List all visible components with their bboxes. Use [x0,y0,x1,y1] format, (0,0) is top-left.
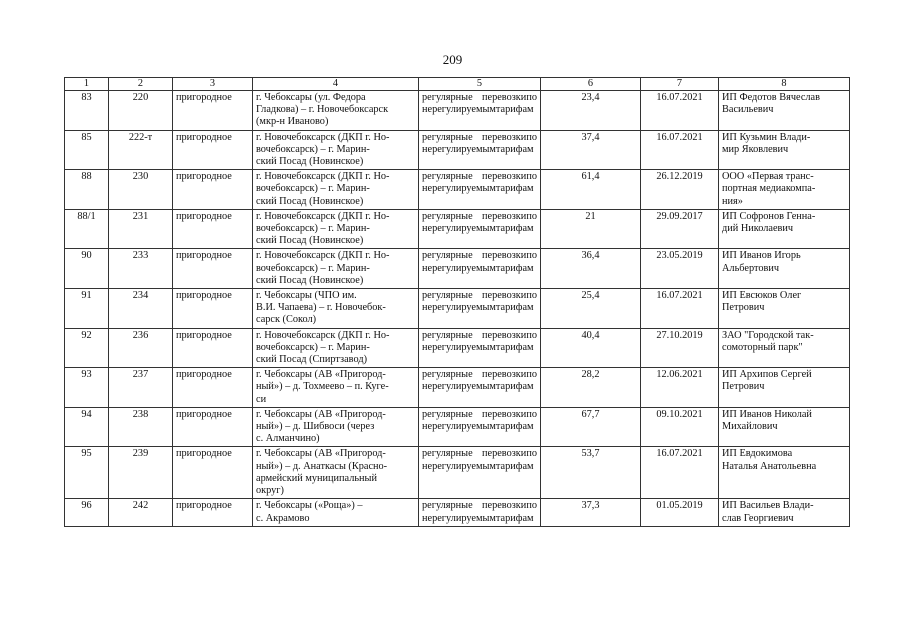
route-length-cell: 53,7 [541,447,641,499]
route-path-cell-line: вочебоксарск) – г. Марин- [256,183,370,195]
transport-mode-cell-line: регулярные перевозки [422,92,527,103]
header-cell: 4 [253,78,419,91]
route-number-cell: 238 [109,407,173,447]
row-number-cell: 91 [65,289,109,329]
transport-mode-cell [419,170,541,210]
date-cell: 01.05.2019 [641,499,719,526]
route-length-cell: 23,4 [541,91,641,131]
route-path-cell-line: ский Посад (Новинское) [256,235,364,247]
route-path-cell [253,170,419,210]
route-length-cell: 40,4 [541,328,641,368]
route-length-cell: 28,2 [541,368,641,408]
route-type-cell: пригородное [173,447,253,499]
route-path-cell-line: ский Посад (Спиртзавод) [256,354,367,366]
transport-mode-cell-line: тарифам [495,183,534,195]
carrier-cell [719,328,850,368]
route-path-cell-line: г. Новочебоксарск (ДКП г. Но- [256,131,390,143]
route-type-cell: пригородное [173,91,253,131]
transport-mode-cell [419,368,541,408]
carrier-cell-line: сомоторный парк" [722,341,803,353]
transport-mode-cell-line: по нерегулируемым [422,500,537,524]
route-type-cell: пригородное [173,499,253,526]
header-cell: 3 [173,78,253,91]
route-path-cell-line: армейский муниципальный [256,472,377,484]
route-path-cell-line: с. Акрамово [256,512,310,524]
transport-mode-cell-line: тарифам [495,381,534,393]
table-row [65,249,850,289]
page-number: 209 [442,52,463,67]
route-type-cell: пригородное [173,289,253,329]
route-type-cell: пригородное [173,368,253,408]
route-path-cell-line: (мкр-н Иваново) [256,116,329,128]
route-path-cell [253,447,419,499]
route-type-cell: пригородное [173,407,253,447]
carrier-cell-line: ния» [722,195,743,207]
carrier-cell-line: ИП Софронов Генна- [722,210,816,222]
carrier-cell-line: ИП Федотов Вячеслав [722,92,820,103]
route-number-cell: 220 [109,91,173,131]
transport-mode-cell-line: тарифам [495,302,534,314]
date-cell: 26.12.2019 [641,170,719,210]
carrier-cell-line: Васильевич [722,104,774,116]
route-path-cell-line: г. Новочебоксарск (ДКП г. Но- [256,171,390,183]
carrier-cell-line: Наталья Анатольевна [722,460,817,472]
row-number-cell: 90 [65,249,109,289]
route-length-cell: 61,4 [541,170,641,210]
route-path-cell-line: г. Чебоксары (АВ «Пригород- [256,369,386,381]
route-number-cell: 237 [109,368,173,408]
row-number-cell: 92 [65,328,109,368]
transport-mode-cell-line: тарифам [495,143,534,155]
date-cell: 23.05.2019 [641,249,719,289]
row-number-cell: 88 [65,170,109,210]
route-path-cell [253,289,419,329]
route-type-cell: пригородное [173,170,253,210]
transport-mode-cell-line: регулярные перевозки [422,131,527,143]
transport-mode-cell-line: по нерегулируемым [422,448,537,472]
route-path-cell [253,407,419,447]
carrier-cell-line: Альбертович [722,262,780,274]
transport-mode-cell [419,249,541,289]
route-path-cell-line: вочебоксарск) – г. Марин- [256,143,370,155]
route-path-cell [253,91,419,131]
transport-mode-cell-line: регулярные перевозки [422,329,527,341]
table-row [65,447,850,499]
route-path-cell-line: ный») – д. Тохмеево – п. Куге- [256,381,389,393]
carrier-cell-line: ИП Кузьмин Влади- [722,131,811,143]
route-number-cell: 234 [109,289,173,329]
transport-mode-cell-line: тарифам [495,104,534,116]
route-number-cell: 231 [109,209,173,249]
header-cell: 1 [65,78,109,91]
transport-mode-cell-line: тарифам [495,460,534,472]
route-type-cell: пригородное [173,209,253,249]
transport-mode-cell [419,499,541,526]
transport-mode-cell-line: регулярные перевозки [422,171,527,183]
row-number-cell: 88/1 [65,209,109,249]
route-length-cell: 21 [541,209,641,249]
row-number-cell: 85 [65,130,109,170]
route-path-cell-line: г. Чебоксары (ЧПО им. [256,290,357,302]
route-path-cell-line: В.И. Чапаева) – г. Новочебок- [256,302,386,314]
route-path-cell-line: ный») – д. Шибвоси (через [256,421,375,433]
route-number-cell: 236 [109,328,173,368]
table-row [65,368,850,408]
row-number-cell: 94 [65,407,109,447]
transport-mode-cell-line: регулярные перевозки [422,210,527,222]
route-path-cell-line: г. Чебоксары (АВ «Пригород- [256,408,386,420]
carrier-cell [719,499,850,526]
carrier-cell-line: ООО «Первая транс- [722,171,814,183]
route-number-cell: 239 [109,447,173,499]
table-row [65,328,850,368]
carrier-cell [719,447,850,499]
header-cell: 7 [641,78,719,91]
transport-mode-cell-line: регулярные перевозки [422,408,527,420]
transport-mode-cell-line: тарифам [495,341,534,353]
route-path-cell-line: округ) [256,485,284,497]
carrier-cell-line: Петрович [722,381,765,393]
transport-mode-cell-line: тарифам [495,223,534,235]
route-number-cell: 222-т [109,130,173,170]
date-cell: 29.09.2017 [641,209,719,249]
route-path-cell-line: ский Посад (Новинское) [256,156,364,168]
row-number-cell: 96 [65,499,109,526]
route-length-cell: 36,4 [541,249,641,289]
table-row [65,499,850,526]
carrier-cell-line: мир Яковлевич [722,143,789,155]
carrier-cell [719,407,850,447]
route-path-cell-line: г. Новочебоксарск (ДКП г. Но- [256,329,390,341]
route-length-cell: 37,4 [541,130,641,170]
row-number-cell: 93 [65,368,109,408]
transport-mode-cell-line: регулярные перевозки [422,500,527,512]
route-path-cell-line: ский Посад (Новинское) [256,195,364,207]
route-path-cell-line: си [256,393,267,405]
transport-mode-cell-line: регулярные перевозки [422,290,527,302]
carrier-cell [719,170,850,210]
transport-mode-cell [419,130,541,170]
header-cell: 6 [541,78,641,91]
transport-mode-cell-line: тарифам [495,512,534,524]
route-path-cell-line: вочебоксарск) – г. Марин- [256,223,370,235]
date-cell: 16.07.2021 [641,447,719,499]
transport-mode-cell [419,209,541,249]
carrier-cell [719,289,850,329]
route-path-cell-line: вочебоксарск) – г. Марин- [256,341,370,353]
transport-mode-cell [419,328,541,368]
table-row [65,91,850,131]
transport-mode-cell [419,91,541,131]
route-path-cell-line: с. Алманчино) [256,433,320,445]
transport-mode-cell-line: регулярные перевозки [422,250,527,262]
route-length-cell: 67,7 [541,407,641,447]
transport-mode-cell-line: тарифам [495,421,534,433]
route-number-cell: 233 [109,249,173,289]
carrier-cell [719,91,850,131]
route-path-cell-line: г. Чебоксары (ул. Федора [256,92,366,103]
table-row [65,170,850,210]
transport-mode-cell [419,447,541,499]
route-path-cell [253,249,419,289]
carrier-cell-line: ИП Васильев Влади- [722,500,814,512]
carrier-cell-line: слав Георгиевич [722,512,794,524]
transport-mode-cell-line: по нерегулируемым [422,92,537,116]
routes-table [64,77,850,527]
transport-mode-cell-line: регулярные перевозки [422,369,527,381]
route-path-cell-line: ский Посад (Новинское) [256,274,364,286]
route-type-cell: пригородное [173,249,253,289]
transport-mode-cell-line: по нерегулируемым [422,329,537,353]
row-number-cell: 83 [65,91,109,131]
date-cell: 16.07.2021 [641,289,719,329]
route-path-cell [253,328,419,368]
table-row [65,130,850,170]
route-path-cell-line: сарск (Сокол) [256,314,317,326]
carrier-cell-line: дий Николаевич [722,223,794,235]
carrier-cell-line: ИП Архипов Сергей [722,369,812,381]
route-length-cell: 25,4 [541,289,641,329]
route-path-cell-line: г. Чебоксары («Роща») – [256,500,363,512]
route-path-cell-line: ный») – д. Анаткасы (Красно- [256,460,388,472]
route-path-cell-line: Гладкова) – г. Новочебоксарск [256,104,389,116]
header-cell: 8 [719,78,850,91]
route-number-cell: 242 [109,499,173,526]
carrier-cell-line: ИП Иванов Игорь [722,250,801,262]
transport-mode-cell [419,407,541,447]
table-row [65,407,850,447]
route-path-cell-line: г. Новочебоксарск (ДКП г. Но- [256,250,390,262]
row-number-cell: 95 [65,447,109,499]
transport-mode-cell-line: по нерегулируемым [422,131,537,155]
header-cell: 5 [419,78,541,91]
date-cell: 16.07.2021 [641,130,719,170]
transport-mode-cell-line: по нерегулируемым [422,369,537,393]
transport-mode-cell [419,289,541,329]
route-path-cell-line: г. Новочебоксарск (ДКП г. Но- [256,210,390,222]
transport-mode-cell-line: по нерегулируемым [422,171,537,195]
table-row [65,209,850,249]
carrier-cell-line: портная медиакомпа- [722,183,816,195]
carrier-cell-line: ИП Евсюков Олег [722,290,802,302]
date-cell: 12.06.2021 [641,368,719,408]
carrier-cell [719,249,850,289]
carrier-cell [719,209,850,249]
transport-mode-cell-line: по нерегулируемым [422,290,537,314]
route-length-cell: 37,3 [541,499,641,526]
route-path-cell [253,130,419,170]
route-path-cell [253,368,419,408]
transport-mode-cell-line: регулярные перевозки [422,448,527,460]
route-path-cell-line: вочебоксарск) – г. Марин- [256,262,370,274]
route-type-cell: пригородное [173,328,253,368]
header-cell: 2 [109,78,173,91]
transport-mode-cell-line: по нерегулируемым [422,250,537,274]
transport-mode-cell-line: по нерегулируемым [422,210,537,235]
transport-mode-cell-line: тарифам [495,262,534,274]
carrier-cell [719,368,850,408]
route-path-cell-line: г. Чебоксары (АВ «Пригород- [256,448,386,460]
carrier-cell-line: ИП Евдокимова [722,448,793,460]
transport-mode-cell-line: по нерегулируемым [422,408,537,433]
route-number-cell: 230 [109,170,173,210]
carrier-cell-line: ИП Иванов Николай [722,408,812,420]
carrier-cell-line: ЗАО "Городской так- [722,329,814,341]
carrier-cell-line: Петрович [722,302,765,314]
date-cell: 16.07.2021 [641,91,719,131]
table-row [65,289,850,329]
carrier-cell [719,130,850,170]
date-cell: 27.10.2019 [641,328,719,368]
route-path-cell [253,209,419,249]
carrier-cell-line: Михайлович [722,421,778,433]
route-path-cell [253,499,419,526]
table-header-row [65,78,850,91]
route-type-cell: пригородное [173,130,253,170]
date-cell: 09.10.2021 [641,407,719,447]
